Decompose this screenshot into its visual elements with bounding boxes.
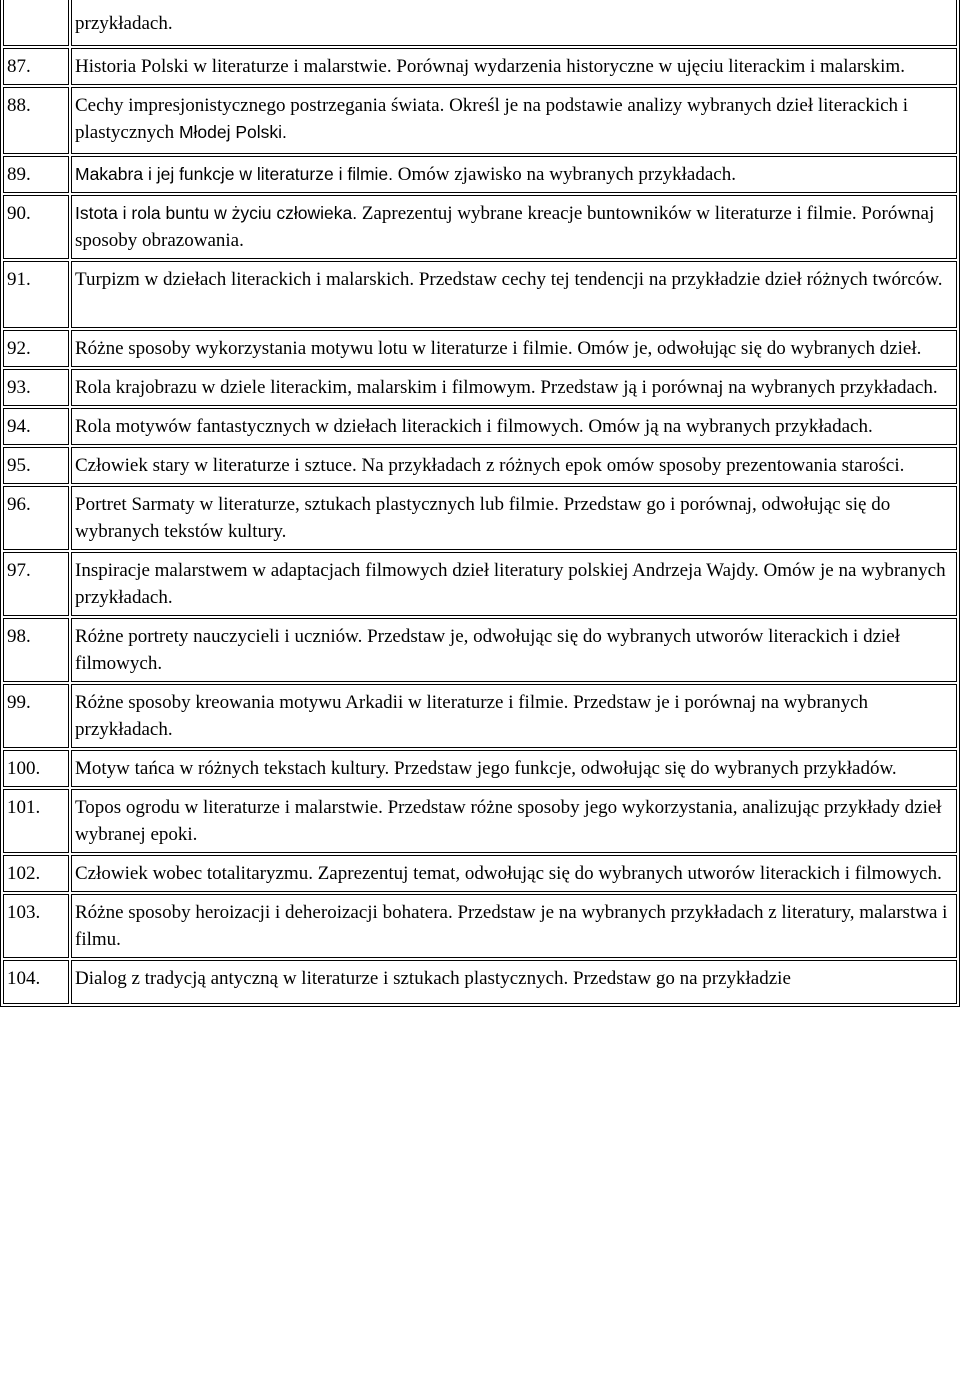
table-row: [3, 552, 957, 616]
table-row: [3, 0, 957, 46]
topic-text: [71, 618, 957, 682]
table-row: [3, 261, 957, 328]
topic-text: [71, 369, 957, 406]
topic-text: [71, 261, 957, 328]
table-row: [3, 684, 957, 748]
table-row: [3, 330, 957, 367]
topic-text: [71, 789, 957, 853]
topic-text: [71, 750, 957, 787]
topic-text: [71, 552, 957, 616]
topic-number: 88.: [3, 87, 69, 154]
table-row: [3, 789, 957, 853]
topic-number: 97.: [3, 552, 69, 616]
topic-text: [71, 48, 957, 85]
topic-number: 103.: [3, 894, 69, 958]
table-row: [3, 855, 957, 892]
topic-text: [71, 894, 957, 958]
topic-text-part: Różne sposoby kreowania motywu Arkadii w literaturze i filmie. Przedstaw je i porównaj na wybranych przykładach.: [75, 692, 869, 740]
topic-number: 102.: [3, 855, 69, 892]
topic-text-part: Różne sposoby heroizacji i deheroizacji bohatera. Przedstaw je na wybranych przykładach z literatury, malarstwa i filmu.: [75, 902, 948, 950]
topic-text: [71, 87, 957, 154]
topic-text-part: Portret Sarmaty w literaturze, sztukach plastycznych lub filmie. Przedstaw go i porównaj, odwołując się do wybranych tekstów kultury.: [75, 494, 891, 542]
topic-text-part: Zaprezentuj wybrane kreacje buntowników w literaturze i filmie. Porównaj sposoby obrazowania.: [75, 203, 935, 251]
table-row: [3, 195, 957, 259]
table-row: [3, 486, 957, 550]
topic-text: [71, 447, 957, 484]
topic-text: [71, 855, 957, 892]
topic-number: 101.: [3, 789, 69, 853]
table-row: [3, 408, 957, 445]
topic-text: [71, 408, 957, 445]
topic-text-part: Rola krajobrazu w dziele literackim, malarskim i filmowym. Przedstaw ją i porównaj na wybranych przykładach.: [75, 377, 938, 398]
topic-text-part: Różne portrety nauczycieli i uczniów. Przedstaw je, odwołując się do wybranych utworów literackich i dzieł filmowych.: [75, 626, 900, 674]
topic-number: 87.: [3, 48, 69, 85]
topic-text-part: Człowiek stary w literaturze i sztuce. Na przykładach z różnych epok omów sposoby prezentowania starości.: [75, 455, 905, 476]
topic-number: 95.: [3, 447, 69, 484]
topic-text-part: Cechy impresjonistycznego postrzegania świata. Określ je na podstawie analizy wybranych dzieł literackich i plastycznych: [75, 95, 909, 143]
topic-text-part: Makabra i jej funkcje w literaturze i filmie.: [75, 164, 394, 184]
topic-text: [71, 960, 957, 1004]
table-row: [3, 87, 957, 154]
topic-text-part: Istota i rola buntu w życiu człowieka.: [75, 203, 358, 223]
topic-number: 91.: [3, 261, 69, 328]
topic-number: 93.: [3, 369, 69, 406]
table-row: [3, 156, 957, 193]
topic-number: 99.: [3, 684, 69, 748]
topic-text-part: Dialog z tradycją antyczną w literaturze i sztukach plastycznych. Przedstaw go na przykładzie: [75, 968, 791, 989]
table-row: [3, 48, 957, 85]
topic-text-part: Inspiracje malarstwem w adaptacjach filmowych dzieł literatury polskiej Andrzeja Wajdy. Omów je na wybranych przykładach.: [75, 560, 946, 608]
topic-number: 89.: [3, 156, 69, 193]
table-row: [3, 618, 957, 682]
topic-number: 96.: [3, 486, 69, 550]
table-row: [3, 894, 957, 958]
topic-number: 92.: [3, 330, 69, 367]
table-row: [3, 750, 957, 787]
topic-number: 100.: [3, 750, 69, 787]
topic-text: [71, 195, 957, 259]
table-row: [3, 369, 957, 406]
topic-text-part: Człowiek wobec totalitaryzmu. Zaprezentuj temat, odwołując się do wybranych utworów literackich i filmowych.: [75, 863, 942, 884]
topic-text-part: Młodej Polski.: [178, 122, 287, 142]
topic-text: [71, 486, 957, 550]
topic-text: [71, 684, 957, 748]
topic-number: 98.: [3, 618, 69, 682]
topic-text-part: Różne sposoby wykorzystania motywu lotu w literaturze i filmie. Omów je, odwołując się do wybranych dzieł.: [75, 338, 922, 359]
topic-text-part: Omów zjawisko na wybranych przykładach.: [393, 164, 736, 185]
table-row: [3, 447, 957, 484]
topic-number: 104.: [3, 960, 69, 1004]
topic-text-part: Historia Polski w literaturze i malarstwie. Porównaj wydarzenia historyczne w ujęciu literackim i malarskim.: [75, 56, 905, 77]
topic-text: [71, 156, 957, 193]
topic-text-part: Motyw tańca w różnych tekstach kultury. Przedstaw jego funkcje, odwołując się do wybranych przykładów.: [75, 758, 897, 779]
topic-text-part: Turpizm w dziełach literackich i malarskich. Przedstaw cechy tej tendencji na przykładzie dzieł różnych twórców.: [75, 269, 943, 290]
topic-text: [71, 330, 957, 367]
topic-number: [3, 0, 69, 46]
topic-text-part: Topos ogrodu w literaturze i malarstwie. Przedstaw różne sposoby jego wykorzystania, analizując przykłady dzieł wybranej epoki.: [75, 797, 942, 845]
topic-number: 94.: [3, 408, 69, 445]
topic-text: [71, 0, 957, 46]
topic-text-part: Rola motywów fantastycznych w dziełach literackich i filmowych. Omów ją na wybranych przykładach.: [75, 416, 873, 437]
table-row: [3, 960, 957, 1004]
topic-number: 90.: [3, 195, 69, 259]
topic-text-part: przykładach.: [75, 13, 173, 34]
